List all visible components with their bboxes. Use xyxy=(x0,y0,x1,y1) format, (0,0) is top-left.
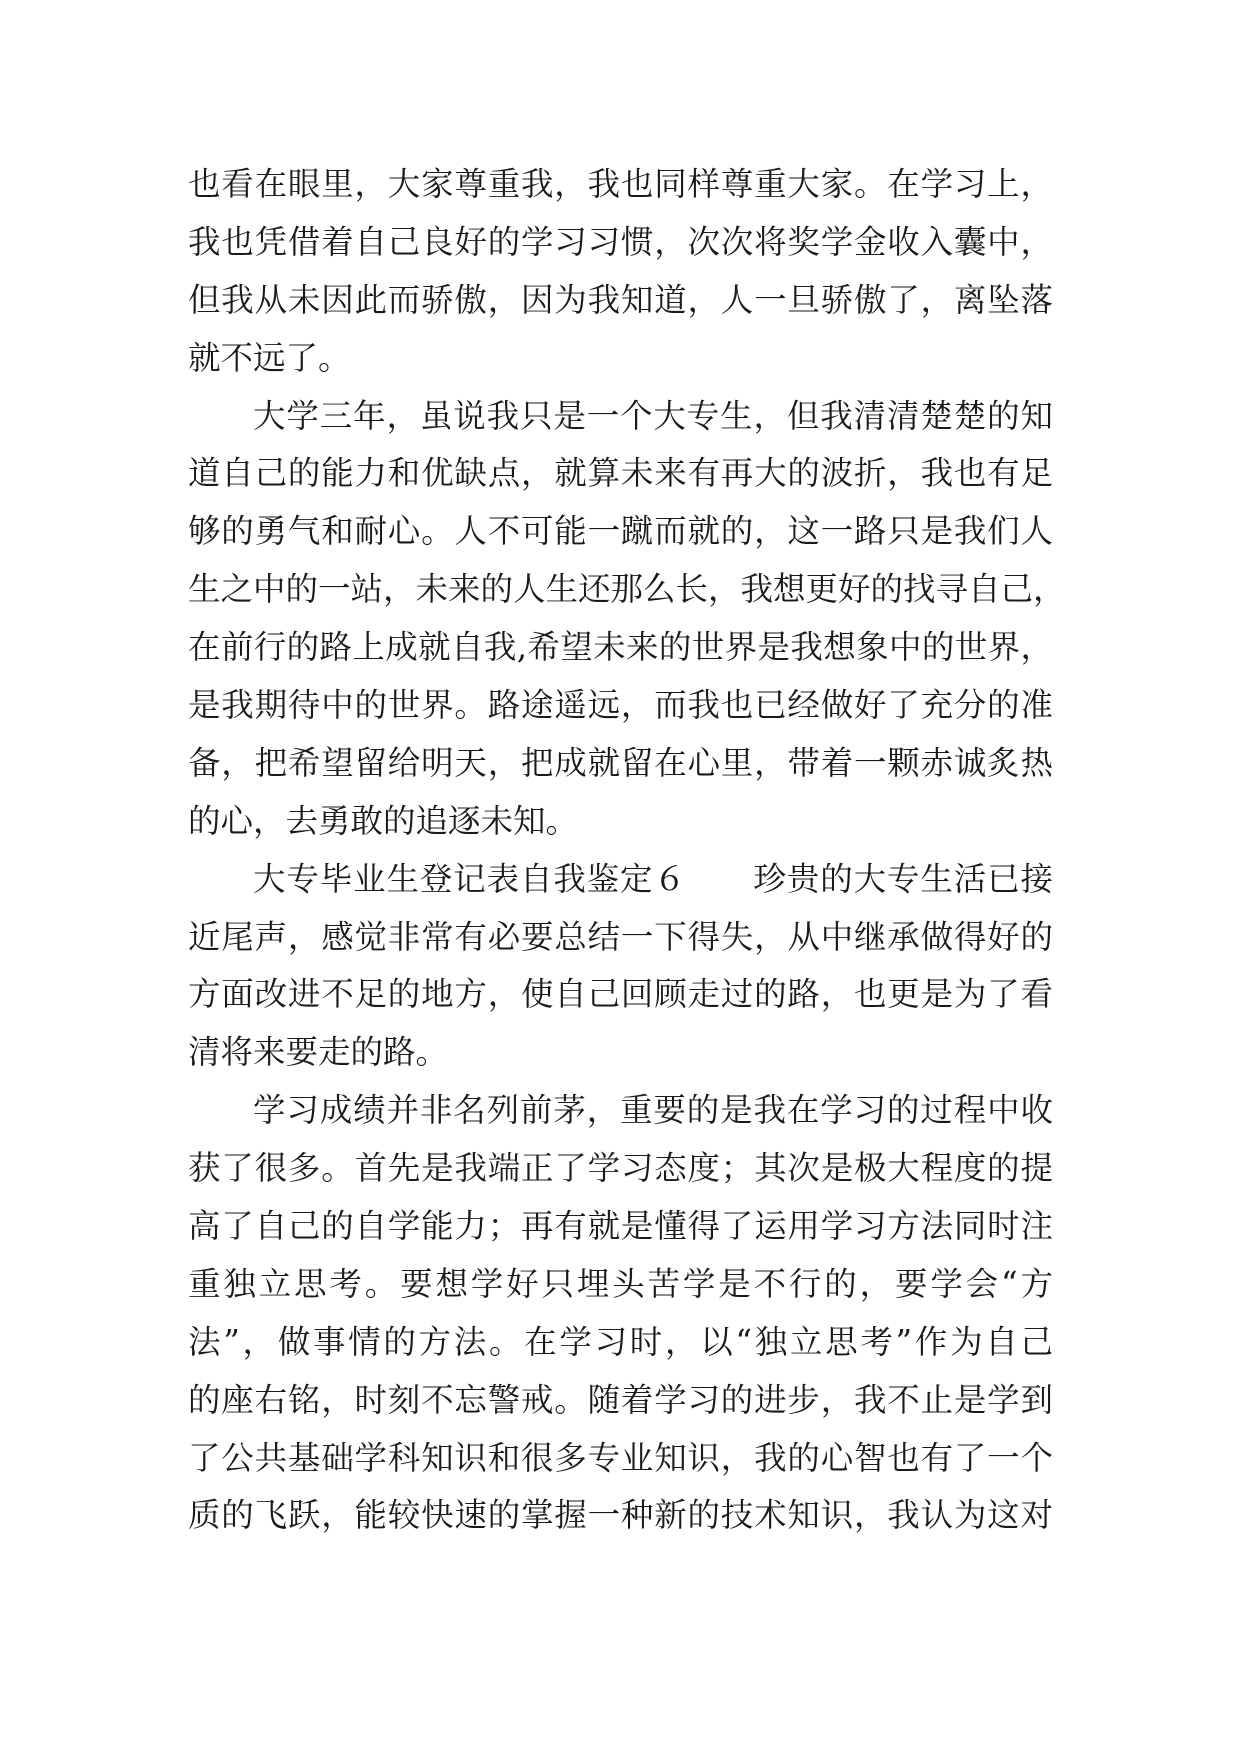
text-line: 生之中的一站，未来的人生还那么长，我想更好的找寻自己， xyxy=(188,570,1066,609)
text-line: 重独立思考。要想学好只埋头苦学是不行的，要学会“方 xyxy=(188,1264,1053,1303)
body-text xyxy=(188,156,1066,1545)
text-line: 但我从未因此而骄傲，因为我知道，人一旦骄傲了，离坠落 xyxy=(188,280,1053,319)
text-line: 就不远了。 xyxy=(188,338,351,377)
text-line: 了公共基础学科知识和很多专业知识，我的心智也有了一个 xyxy=(188,1438,1053,1477)
paragraph-first-line: 大学三年，虽说我只是一个大专生，但我清清楚楚的知 xyxy=(253,396,1053,435)
text-line: 高了自己的自学能力；再有就是懂得了运用学习方法同时注 xyxy=(188,1207,1053,1246)
text-line: 清将来要走的路。 xyxy=(188,1033,449,1072)
text-line: 的座右铭，时刻不忘警戒。随着学习的进步，我不止是学到 xyxy=(188,1380,1053,1419)
text-line: 在前行的路上成就自我,希望未来的世界是我想象中的世界， xyxy=(188,628,1053,667)
text-line: 是我期待中的世界。路途遥远，而我也已经做好了充分的准 xyxy=(188,686,1053,725)
text-line: 也看在眼里，大家尊重我，我也同样尊重大家。在学习上， xyxy=(188,165,1053,203)
paragraph-first-line: 学习成绩并非名列前茅，重要的是我在学习的过程中收 xyxy=(253,1091,1053,1130)
text-line: 我也凭借着自己良好的学习习惯，次次将奖学金收入囊中， xyxy=(188,222,1053,261)
text-line: 方面改进不足的地方，使自己回顾走过的路，也更是为了看 xyxy=(188,975,1053,1014)
paragraph-first-line: 大专毕业生登记表自我鉴定６ 珍贵的大专生活已接 xyxy=(253,859,1053,898)
text-line: 获了很多。首先是我端正了学习态度；其次是极大程度的提 xyxy=(188,1149,1053,1188)
text-line: 质的飞跃，能较快速的掌握一种新的技术知识，我认为这对 xyxy=(188,1496,1053,1535)
text-line: 法”，做事情的方法。在学习时，以“独立思考”作为自己 xyxy=(188,1322,1053,1361)
text-line: 的心，去勇敢的追逐未知。 xyxy=(188,801,579,840)
text-line: 备，把希望留给明天，把成就留在心里，带着一颗赤诚炙热 xyxy=(188,743,1053,782)
text-line: 道自己的能力和优缺点，就算未来有再大的波折，我也有足 xyxy=(188,454,1053,493)
text-line: 近尾声，感觉非常有必要总结一下得失，从中继承做得好的 xyxy=(188,917,1053,956)
text-line: 够的勇气和耐心。人不可能一蹴而就的，这一路只是我们人 xyxy=(188,512,1053,551)
